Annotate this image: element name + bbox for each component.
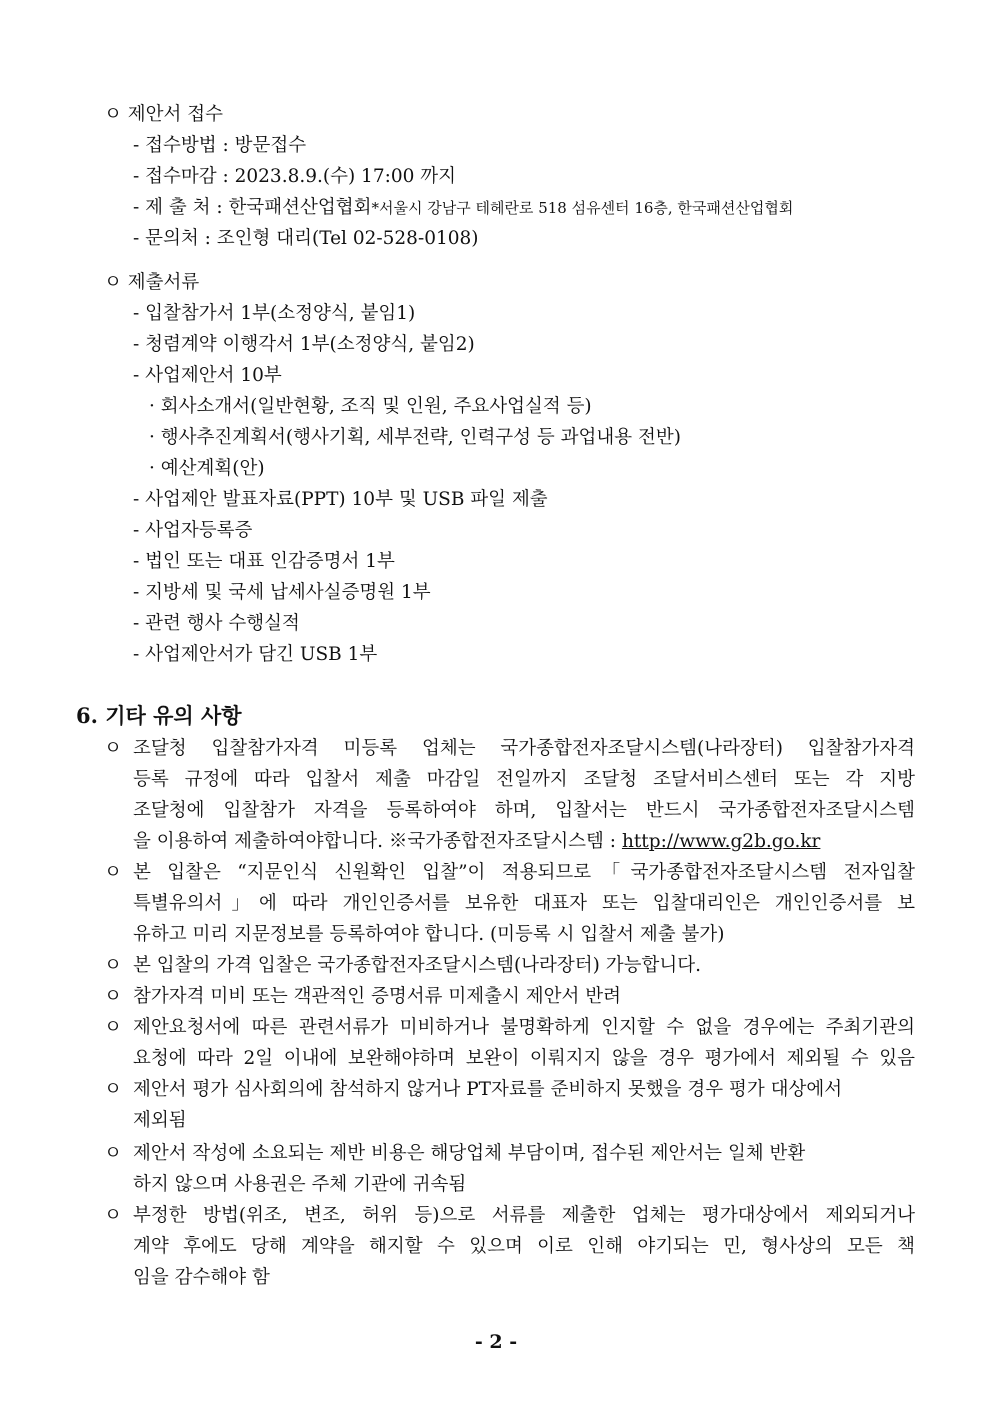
notice-8-line: 계약 후에도 당해 계약을 해지할 수 있으며 이로 인해 야기되는 민, 형사상의 모든 책 bbox=[133, 1236, 915, 1257]
notice-6-line: 제외됨 bbox=[133, 1110, 187, 1131]
notice-1-last-line bbox=[133, 826, 820, 857]
page-number: - 2 - bbox=[474, 1331, 518, 1353]
submission-destination bbox=[133, 192, 793, 223]
notice-5-line: 제안요청서에 따른 관련서류가 미비하거나 불명확하게 인지할 수 없을 경우에는 주최기관의 bbox=[133, 1017, 915, 1038]
notice-5-line: 요청에 따라 2일 이내에 보완해야하며 보완이 이뤄지지 않을 경우 평가에서 제외될 수 있음 bbox=[133, 1048, 915, 1069]
submission-destination-detail: *서울시 강남구 테헤란로 518 섬유센터 16층, 한국패션산업협회 bbox=[371, 199, 794, 217]
documents-item: - 사업제안서가 담긴 USB 1부 bbox=[133, 644, 378, 665]
documents-item: - 청렴계약 이행각서 1부(소정양식, 붙임2) bbox=[133, 334, 475, 355]
bullet-marker: ㅇ bbox=[104, 986, 122, 1007]
documents-section-title: ㅇ 제출서류 bbox=[104, 272, 200, 293]
section6-heading: 6. 기타 유의 사항 bbox=[76, 703, 242, 728]
bullet-marker: ㅇ bbox=[104, 1143, 122, 1164]
submission-contact: - 문의처 : 조인형 대리(Tel 02-528-0108) bbox=[133, 228, 479, 249]
notice-4-line: 참가자격 미비 또는 객관적인 증명서류 미제출시 제안서 반려 bbox=[133, 986, 621, 1007]
bullet-marker: ㅇ bbox=[104, 1079, 122, 1100]
submission-deadline: - 접수마감 : 2023.8.9.(수) 17:00 까지 bbox=[133, 166, 456, 187]
notice-1-line: 조달청에 입찰참가 자격을 등록하여야 하며, 입찰서는 반드시 국가종합전자조달시스템 bbox=[133, 800, 915, 821]
documents-subitem: · 행사추진계획서(행사기획, 세부전략, 인력구성 등 과업내용 전반) bbox=[149, 427, 682, 448]
documents-item: - 사업제안 발표자료(PPT) 10부 및 USB 파일 제출 bbox=[133, 489, 548, 510]
documents-item: - 입찰참가서 1부(소정양식, 붙임1) bbox=[133, 303, 416, 324]
g2b-link[interactable]: http://www.g2b.go.kr bbox=[621, 831, 821, 852]
notice-8-line: 부정한 방법(위조, 변조, 허위 등)으로 서류를 제출한 업체는 평가대상에서 제외되거나 bbox=[133, 1205, 915, 1226]
bullet-marker: ㅇ bbox=[104, 1017, 122, 1038]
documents-item: - 지방세 및 국세 납세사실증명원 1부 bbox=[133, 582, 431, 603]
bullet-marker: ㅇ bbox=[104, 738, 122, 759]
submission-section-title: ㅇ 제안서 접수 bbox=[104, 104, 223, 125]
documents-subitem: · 회사소개서(일반현황, 조직 및 인원, 주요사업실적 등) bbox=[149, 396, 592, 417]
bullet-marker: ㅇ bbox=[104, 955, 122, 976]
notice-6-line: 제안서 평가 심사회의에 참석하지 않거나 PT자료를 준비하지 못했을 경우 평가 대상에서 bbox=[133, 1079, 843, 1100]
documents-item: - 사업제안서 10부 bbox=[133, 365, 282, 386]
notice-2-line: 특별유의서」에 따라 개인인증서를 보유한 대표자 또는 입찰대리인은 개인인증서를 보 bbox=[133, 893, 915, 914]
notice-7-line: 제안서 작성에 소요되는 제반 비용은 해당업체 부담이며, 접수된 제안서는 일체 반환 bbox=[133, 1143, 806, 1164]
notice-7-line: 하지 않으며 사용권은 주체 기관에 귀속됨 bbox=[133, 1174, 467, 1195]
submission-destination-label: - 제 출 처 : 한국패션산업협회 bbox=[133, 197, 372, 218]
notice-2-line: 유하고 미리 지문정보를 등록하여야 합니다. (미등록 시 입찰서 제출 불가) bbox=[133, 924, 725, 945]
notice-8-line: 임을 감수해야 함 bbox=[133, 1267, 270, 1288]
documents-item: - 법인 또는 대표 인감증명서 1부 bbox=[133, 551, 395, 572]
bullet-marker: ㅇ bbox=[104, 862, 122, 883]
documents-item: - 사업자등록증 bbox=[133, 520, 253, 541]
notice-2-line: 본 입찰은 “지문인식 신원확인 입찰”이 적용되므로「국가종합전자조달시스템 전자입찰 bbox=[133, 862, 915, 883]
notice-1-line: 등록 규정에 따라 입찰서 제출 마감일 전일까지 조달청 조달서비스센터 또는 각 지방 bbox=[133, 769, 915, 790]
notice-3-line: 본 입찰의 가격 입찰은 국가종합전자조달시스템(나라장터) 가능합니다. bbox=[133, 955, 701, 976]
notice-1-line: 을 이용하여 제출하여야합니다. ※국가종합전자조달시스템 : bbox=[133, 831, 617, 852]
documents-item: - 관련 행사 수행실적 bbox=[133, 613, 300, 634]
documents-subitem: · 예산계획(안) bbox=[149, 458, 265, 479]
notice-1-line: 조달청 입찰참가자격 미등록 업체는 국가종합전자조달시스템(나라장터) 입찰참가자격 bbox=[133, 738, 915, 759]
submission-method: - 접수방법 : 방문접수 bbox=[133, 135, 307, 156]
bullet-marker: ㅇ bbox=[104, 1205, 122, 1226]
